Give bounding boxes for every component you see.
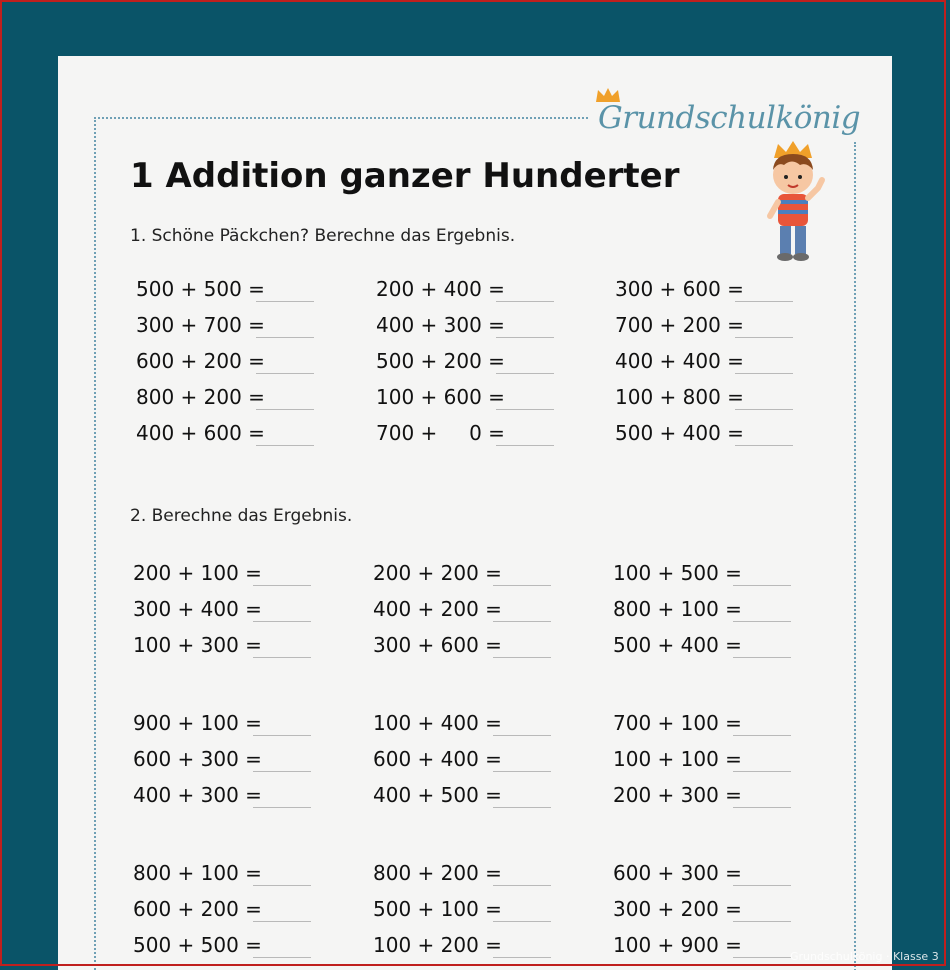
answer-blank[interactable] bbox=[733, 585, 791, 586]
answer-blank[interactable] bbox=[256, 445, 314, 446]
answer-blank[interactable] bbox=[253, 657, 311, 658]
equation: 500 + 500 = bbox=[133, 933, 262, 957]
answer-blank[interactable] bbox=[735, 337, 793, 338]
answer-blank[interactable] bbox=[256, 409, 314, 410]
equation: 400 + 600 = bbox=[136, 421, 265, 445]
answer-blank[interactable] bbox=[493, 921, 551, 922]
equation: 100 + 900 = bbox=[613, 933, 742, 957]
answer-blank[interactable] bbox=[733, 771, 791, 772]
equation: 400 + 400 = bbox=[615, 349, 744, 373]
equation: 300 + 700 = bbox=[136, 313, 265, 337]
king-kid-illustration bbox=[760, 140, 830, 270]
equation: 800 + 200 = bbox=[373, 861, 502, 885]
equation: 900 + 100 = bbox=[133, 711, 262, 735]
answer-blank[interactable] bbox=[253, 621, 311, 622]
answer-blank[interactable] bbox=[735, 301, 793, 302]
equation: 500 + 500 = bbox=[136, 277, 265, 301]
task-2-label: 2. Berechne das Ergebnis. bbox=[130, 506, 353, 526]
answer-blank[interactable] bbox=[253, 585, 311, 586]
equation: 100 + 500 = bbox=[613, 561, 742, 585]
equation: 300 + 400 = bbox=[133, 597, 262, 621]
watermark: Grundschulkönig · Klasse 3 bbox=[790, 950, 939, 963]
equation: 700 + 100 = bbox=[613, 711, 742, 735]
answer-blank[interactable] bbox=[253, 735, 311, 736]
answer-blank[interactable] bbox=[256, 337, 314, 338]
equation: 300 + 200 = bbox=[613, 897, 742, 921]
answer-blank[interactable] bbox=[735, 373, 793, 374]
equation: 400 + 300 = bbox=[376, 313, 505, 337]
answer-blank[interactable] bbox=[733, 885, 791, 886]
answer-blank[interactable] bbox=[496, 373, 554, 374]
equation: 600 + 400 = bbox=[373, 747, 502, 771]
equation: 300 + 600 = bbox=[615, 277, 744, 301]
answer-blank[interactable] bbox=[256, 301, 314, 302]
page-title: 1 Addition ganzer Hunderter bbox=[130, 156, 680, 196]
answer-blank[interactable] bbox=[733, 921, 791, 922]
equation: 700 + 0 = bbox=[376, 421, 505, 445]
answer-blank[interactable] bbox=[735, 445, 793, 446]
answer-blank[interactable] bbox=[733, 621, 791, 622]
answer-blank[interactable] bbox=[256, 373, 314, 374]
equation: 300 + 600 = bbox=[373, 633, 502, 657]
equation: 800 + 100 = bbox=[133, 861, 262, 885]
answer-blank[interactable] bbox=[253, 885, 311, 886]
dotted-border-top bbox=[94, 117, 588, 119]
answer-blank[interactable] bbox=[496, 409, 554, 410]
answer-blank[interactable] bbox=[493, 807, 551, 808]
equation: 600 + 300 = bbox=[613, 861, 742, 885]
answer-blank[interactable] bbox=[493, 621, 551, 622]
answer-blank[interactable] bbox=[733, 657, 791, 658]
answer-blank[interactable] bbox=[253, 957, 311, 958]
equation: 100 + 300 = bbox=[133, 633, 262, 657]
equation: 400 + 500 = bbox=[373, 783, 502, 807]
answer-blank[interactable] bbox=[735, 409, 793, 410]
worksheet bbox=[58, 56, 892, 970]
answer-blank[interactable] bbox=[493, 735, 551, 736]
equation: 400 + 200 = bbox=[373, 597, 502, 621]
equation: 500 + 100 = bbox=[373, 897, 502, 921]
answer-blank[interactable] bbox=[496, 445, 554, 446]
equation: 100 + 800 = bbox=[615, 385, 744, 409]
answer-blank[interactable] bbox=[496, 337, 554, 338]
equation: 600 + 200 = bbox=[133, 897, 262, 921]
equation: 800 + 200 = bbox=[136, 385, 265, 409]
equation: 200 + 100 = bbox=[133, 561, 262, 585]
task-1-label: 1. Schöne Päckchen? Berechne das Ergebnis. bbox=[130, 226, 516, 246]
equation: 100 + 600 = bbox=[376, 385, 505, 409]
equation: 100 + 100 = bbox=[613, 747, 742, 771]
answer-blank[interactable] bbox=[493, 585, 551, 586]
equation: 700 + 200 = bbox=[615, 313, 744, 337]
answer-blank[interactable] bbox=[496, 301, 554, 302]
answer-blank[interactable] bbox=[733, 735, 791, 736]
equation: 500 + 400 = bbox=[615, 421, 744, 445]
equation: 500 + 200 = bbox=[376, 349, 505, 373]
answer-blank[interactable] bbox=[253, 921, 311, 922]
answer-blank[interactable] bbox=[253, 807, 311, 808]
equation: 600 + 300 = bbox=[133, 747, 262, 771]
answer-blank[interactable] bbox=[733, 807, 791, 808]
brand-logo: Grundschulkönig bbox=[598, 100, 861, 136]
equation: 100 + 400 = bbox=[373, 711, 502, 735]
answer-blank[interactable] bbox=[253, 771, 311, 772]
answer-blank[interactable] bbox=[493, 957, 551, 958]
equation: 100 + 200 = bbox=[373, 933, 502, 957]
equation: 200 + 200 = bbox=[373, 561, 502, 585]
equation: 200 + 400 = bbox=[376, 277, 505, 301]
answer-blank[interactable] bbox=[493, 885, 551, 886]
equation: 200 + 300 = bbox=[613, 783, 742, 807]
answer-blank[interactable] bbox=[493, 771, 551, 772]
equation: 800 + 100 = bbox=[613, 597, 742, 621]
equation: 600 + 200 = bbox=[136, 349, 265, 373]
dotted-border-right bbox=[854, 142, 856, 970]
answer-blank[interactable] bbox=[733, 957, 791, 958]
equation: 500 + 400 = bbox=[613, 633, 742, 657]
dotted-border-left bbox=[94, 117, 96, 970]
equation: 400 + 300 = bbox=[133, 783, 262, 807]
answer-blank[interactable] bbox=[493, 657, 551, 658]
